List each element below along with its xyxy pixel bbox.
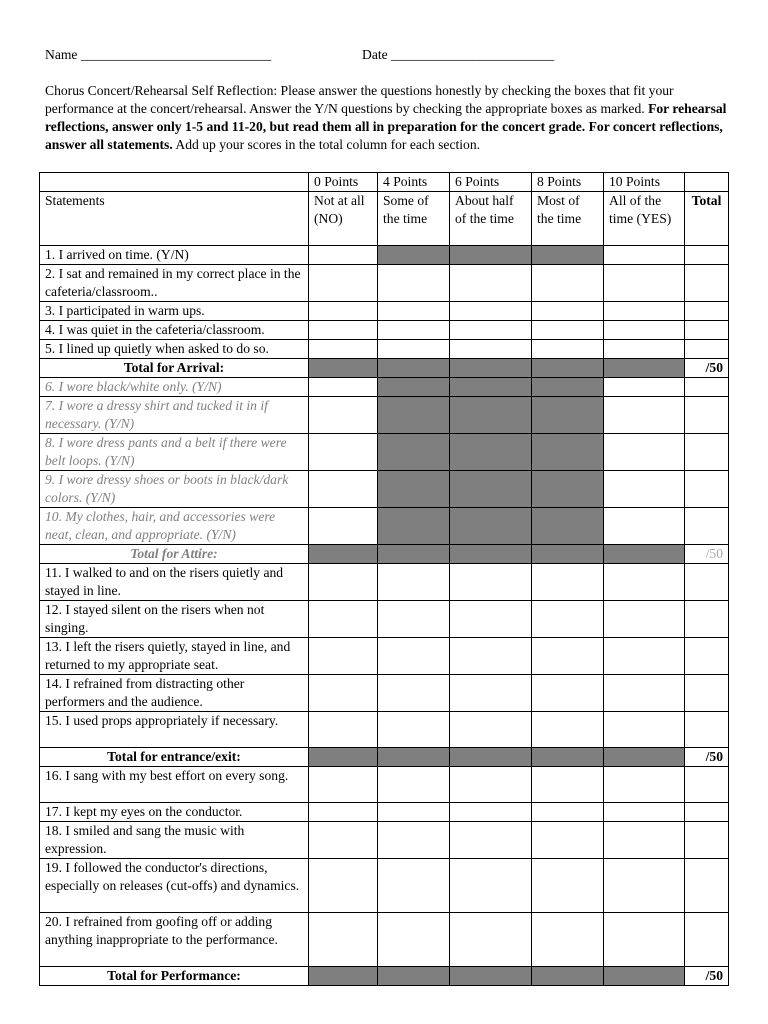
score-checkbox-cell[interactable] (604, 675, 685, 712)
score-checkbox-cell[interactable] (378, 767, 450, 803)
statements-header: Statements (40, 192, 309, 246)
score-checkbox-cell[interactable] (309, 265, 378, 302)
statement-text: 19. I followed the conductor's directions, especially on releases (cut-offs) and dynamics. (40, 859, 309, 913)
statement-text: 3. I participated in warm ups. (40, 302, 309, 321)
statement-row (40, 601, 729, 638)
shaded-cell (604, 748, 685, 767)
score-checkbox-cell[interactable] (604, 564, 685, 601)
statement-text: 16. I sang with my best effort on every song. (40, 767, 309, 803)
shaded-cell (532, 434, 604, 471)
statement-row (40, 822, 729, 859)
shaded-cell (532, 397, 604, 434)
shaded-cell (604, 545, 685, 564)
score-checkbox-cell[interactable] (450, 302, 532, 321)
score-checkbox-cell[interactable] (532, 601, 604, 638)
statement-text: 8. I wore dress pants and a belt if there were belt loops. (Y/N) (40, 434, 309, 471)
score-checkbox-cell[interactable] (604, 913, 685, 967)
statement-text: 1. I arrived on time. (Y/N) (40, 246, 309, 265)
statement-text: 15. I used props appropriately if necessary. (40, 712, 309, 748)
section-total-row (40, 967, 729, 986)
shaded-cell (450, 748, 532, 767)
score-checkbox-cell[interactable] (450, 601, 532, 638)
score-checkbox-cell[interactable] (604, 471, 685, 508)
score-checkbox-cell[interactable] (604, 246, 685, 265)
blank-header-cell (40, 173, 309, 192)
score-checkbox-cell[interactable] (532, 564, 604, 601)
score-checkbox-cell[interactable] (309, 321, 378, 340)
row-total-cell[interactable] (685, 564, 729, 601)
shaded-cell (532, 545, 604, 564)
statement-text: 9. I wore dressy shoes or boots in black/dark colors. (Y/N) (40, 471, 309, 508)
shaded-cell (378, 545, 450, 564)
statement-row (40, 434, 729, 471)
score-checkbox-cell[interactable] (450, 321, 532, 340)
statement-row (40, 321, 729, 340)
section-total-score[interactable]: /50 (685, 359, 729, 378)
statement-row (40, 265, 729, 302)
score-checkbox-cell[interactable] (378, 638, 450, 675)
shaded-cell (378, 359, 450, 378)
score-checkbox-cell[interactable] (532, 638, 604, 675)
date-field[interactable]: Date ________________________ (362, 47, 555, 62)
row-total-cell[interactable] (685, 434, 729, 471)
score-checkbox-cell[interactable] (309, 434, 378, 471)
score-checkbox-cell[interactable] (378, 601, 450, 638)
statement-text: 6. I wore black/white only. (Y/N) (40, 378, 309, 397)
shaded-cell (604, 359, 685, 378)
score-checkbox-cell[interactable] (450, 564, 532, 601)
shaded-cell (450, 508, 532, 545)
statement-row (40, 564, 729, 601)
shaded-cell (532, 359, 604, 378)
shaded-cell (532, 378, 604, 397)
statement-text: 20. I refrained from goofing off or adding anything inappropriate to the performance. (40, 913, 309, 967)
statement-row (40, 302, 729, 321)
shaded-cell (532, 508, 604, 545)
statement-text: 17. I kept my eyes on the conductor. (40, 803, 309, 822)
frequency-header: About half of the time (450, 192, 532, 246)
shaded-cell (309, 967, 378, 986)
statement-text: 7. I wore a dressy shirt and tucked it in if necessary. (Y/N) (40, 397, 309, 434)
shaded-cell (450, 246, 532, 265)
shaded-cell (378, 378, 450, 397)
section-total-label: Total for Arrival: (40, 359, 309, 378)
score-checkbox-cell[interactable] (309, 859, 378, 913)
score-checkbox-cell[interactable] (604, 822, 685, 859)
score-checkbox-cell[interactable] (450, 913, 532, 967)
row-total-cell[interactable] (685, 302, 729, 321)
statement-row (40, 767, 729, 803)
statement-row (40, 340, 729, 359)
row-total-cell[interactable] (685, 767, 729, 803)
row-total-cell[interactable] (685, 913, 729, 967)
shaded-cell (378, 748, 450, 767)
points-header: 10 Points (604, 173, 685, 192)
section-total-label: Total for Performance: (40, 967, 309, 986)
shaded-cell (450, 359, 532, 378)
statement-text: 11. I walked to and on the risers quietly and stayed in line. (40, 564, 309, 601)
section-total-label: Total for entrance/exit: (40, 748, 309, 767)
score-checkbox-cell[interactable] (309, 675, 378, 712)
score-checkbox-cell[interactable] (309, 822, 378, 859)
score-checkbox-cell[interactable] (532, 321, 604, 340)
frequency-header: All of the time (YES) (604, 192, 685, 246)
instructions (45, 82, 735, 154)
section-total-label: Total for Attire: (40, 545, 309, 564)
statement-row (40, 913, 729, 967)
statement-text: 10. My clothes, hair, and accessories were neat, clean, and appropriate. (Y/N) (40, 508, 309, 545)
statement-text: 14. I refrained from distracting other performers and the audience. (40, 675, 309, 712)
score-checkbox-cell[interactable] (532, 822, 604, 859)
points-header: 6 Points (450, 173, 532, 192)
row-total-cell[interactable] (685, 508, 729, 545)
shaded-cell (604, 967, 685, 986)
statement-row (40, 378, 729, 397)
row-total-cell[interactable] (685, 822, 729, 859)
row-total-cell[interactable] (685, 321, 729, 340)
score-checkbox-cell[interactable] (450, 712, 532, 748)
score-checkbox-cell[interactable] (378, 265, 450, 302)
shaded-cell (309, 748, 378, 767)
statement-row (40, 397, 729, 434)
blank-header-cell (685, 173, 729, 192)
score-checkbox-cell[interactable] (378, 675, 450, 712)
instructions-text: Chorus Concert/Rehearsal Self Reflection: Please answer the questions honestly by checking the boxes that fit your performance at the concert/rehearsal. Answer the Y/N questions by checking the appropriate boxes as marked. (45, 83, 674, 116)
score-checkbox-cell[interactable] (532, 675, 604, 712)
statement-row (40, 471, 729, 508)
row-total-cell[interactable] (685, 859, 729, 913)
score-checkbox-cell[interactable] (604, 508, 685, 545)
score-checkbox-cell[interactable] (532, 340, 604, 359)
score-checkbox-cell[interactable] (532, 859, 604, 913)
score-checkbox-cell[interactable] (309, 564, 378, 601)
shaded-cell (309, 545, 378, 564)
score-checkbox-cell[interactable] (604, 803, 685, 822)
row-total-cell[interactable] (685, 265, 729, 302)
shaded-cell (378, 471, 450, 508)
total-header: Total (685, 192, 729, 246)
score-checkbox-cell[interactable] (604, 601, 685, 638)
score-checkbox-cell[interactable] (604, 767, 685, 803)
score-checkbox-cell[interactable] (604, 265, 685, 302)
score-checkbox-cell[interactable] (309, 302, 378, 321)
statement-text: 18. I smiled and sang the music with expression. (40, 822, 309, 859)
score-checkbox-cell[interactable] (378, 803, 450, 822)
shaded-cell (378, 434, 450, 471)
score-checkbox-cell[interactable] (309, 638, 378, 675)
shaded-cell (532, 748, 604, 767)
score-checkbox-cell[interactable] (604, 434, 685, 471)
name-field[interactable]: Name ____________________________ (45, 47, 272, 62)
row-total-cell[interactable] (685, 638, 729, 675)
section-total-row (40, 359, 729, 378)
score-checkbox-cell[interactable] (604, 302, 685, 321)
shaded-cell (450, 397, 532, 434)
score-checkbox-cell[interactable] (378, 822, 450, 859)
shaded-cell (378, 967, 450, 986)
shaded-cell (309, 359, 378, 378)
score-checkbox-cell[interactable] (309, 508, 378, 545)
score-checkbox-cell[interactable] (309, 803, 378, 822)
score-checkbox-cell[interactable] (378, 859, 450, 913)
score-checkbox-cell[interactable] (532, 767, 604, 803)
score-checkbox-cell[interactable] (309, 340, 378, 359)
statement-row (40, 712, 729, 748)
score-checkbox-cell[interactable] (309, 397, 378, 434)
score-checkbox-cell[interactable] (309, 767, 378, 803)
score-checkbox-cell[interactable] (378, 340, 450, 359)
statement-row (40, 638, 729, 675)
statement-row (40, 803, 729, 822)
row-total-cell[interactable] (685, 378, 729, 397)
row-total-cell[interactable] (685, 712, 729, 748)
row-total-cell[interactable] (685, 397, 729, 434)
score-checkbox-cell[interactable] (309, 471, 378, 508)
frequency-header: Most of the time (532, 192, 604, 246)
score-checkbox-cell[interactable] (532, 803, 604, 822)
score-checkbox-cell[interactable] (378, 564, 450, 601)
section-total-score[interactable]: /50 (685, 967, 729, 986)
section-total-row (40, 748, 729, 767)
score-checkbox-cell[interactable] (450, 675, 532, 712)
points-header-row (40, 173, 729, 192)
row-total-cell[interactable] (685, 246, 729, 265)
score-checkbox-cell[interactable] (450, 265, 532, 302)
shaded-cell (450, 378, 532, 397)
row-total-cell[interactable] (685, 675, 729, 712)
frequency-header: Some of the time (378, 192, 450, 246)
section-total-row (40, 545, 729, 564)
section-total-score[interactable]: /50 (685, 545, 729, 564)
row-total-cell[interactable] (685, 471, 729, 508)
instructions-text-end: Add up your scores in the total column for each section. (172, 137, 481, 152)
score-checkbox-cell[interactable] (378, 321, 450, 340)
points-header: 0 Points (309, 173, 378, 192)
instructions-bold: For rehearsal reflections, answer only 1-5 and 11-20, but read them all in preparation for the concert grade. For concert reflections, answer all statements. (45, 101, 727, 152)
score-checkbox-cell[interactable] (532, 913, 604, 967)
shaded-cell (378, 397, 450, 434)
score-checkbox-cell[interactable] (532, 712, 604, 748)
score-checkbox-cell[interactable] (378, 302, 450, 321)
score-checkbox-cell[interactable] (532, 265, 604, 302)
score-checkbox-cell[interactable] (309, 601, 378, 638)
points-header: 8 Points (532, 173, 604, 192)
statement-text: 5. I lined up quietly when asked to do so. (40, 340, 309, 359)
score-checkbox-cell[interactable] (604, 712, 685, 748)
score-checkbox-cell[interactable] (450, 822, 532, 859)
frequency-header: Not at all (NO) (309, 192, 378, 246)
score-checkbox-cell[interactable] (450, 340, 532, 359)
score-checkbox-cell[interactable] (378, 712, 450, 748)
score-checkbox-cell[interactable] (309, 913, 378, 967)
shaded-cell (532, 471, 604, 508)
score-checkbox-cell[interactable] (450, 638, 532, 675)
statement-text: 12. I stayed silent on the risers when not singing. (40, 601, 309, 638)
score-checkbox-cell[interactable] (309, 378, 378, 397)
statement-row (40, 675, 729, 712)
statement-row (40, 508, 729, 545)
shaded-cell (532, 246, 604, 265)
row-total-cell[interactable] (685, 803, 729, 822)
shaded-cell (450, 545, 532, 564)
statement-text: 13. I left the risers quietly, stayed in line, and returned to my appropriate seat. (40, 638, 309, 675)
score-checkbox-cell[interactable] (604, 638, 685, 675)
shaded-cell (378, 508, 450, 545)
shaded-cell (378, 246, 450, 265)
statement-row (40, 246, 729, 265)
statement-text: 4. I was quiet in the cafeteria/classroom. (40, 321, 309, 340)
score-checkbox-cell[interactable] (450, 803, 532, 822)
statement-text: 2. I sat and remained in my correct place in the cafeteria/classroom.. (40, 265, 309, 302)
row-total-cell[interactable] (685, 340, 729, 359)
score-checkbox-cell[interactable] (309, 246, 378, 265)
points-header: 4 Points (378, 173, 450, 192)
score-checkbox-cell[interactable] (604, 859, 685, 913)
section-total-score[interactable]: /50 (685, 748, 729, 767)
row-total-cell[interactable] (685, 601, 729, 638)
score-checkbox-cell[interactable] (450, 767, 532, 803)
statement-row (40, 859, 729, 913)
shaded-cell (450, 471, 532, 508)
shaded-cell (450, 434, 532, 471)
shaded-cell (450, 967, 532, 986)
score-checkbox-cell[interactable] (604, 340, 685, 359)
score-checkbox-cell[interactable] (378, 913, 450, 967)
shaded-cell (532, 967, 604, 986)
score-checkbox-cell[interactable] (309, 712, 378, 748)
description-header-row (40, 192, 729, 246)
score-checkbox-cell[interactable] (604, 321, 685, 340)
score-checkbox-cell[interactable] (604, 397, 685, 434)
score-checkbox-cell[interactable] (450, 859, 532, 913)
score-checkbox-cell[interactable] (532, 302, 604, 321)
score-checkbox-cell[interactable] (604, 378, 685, 397)
reflection-table (39, 172, 729, 986)
